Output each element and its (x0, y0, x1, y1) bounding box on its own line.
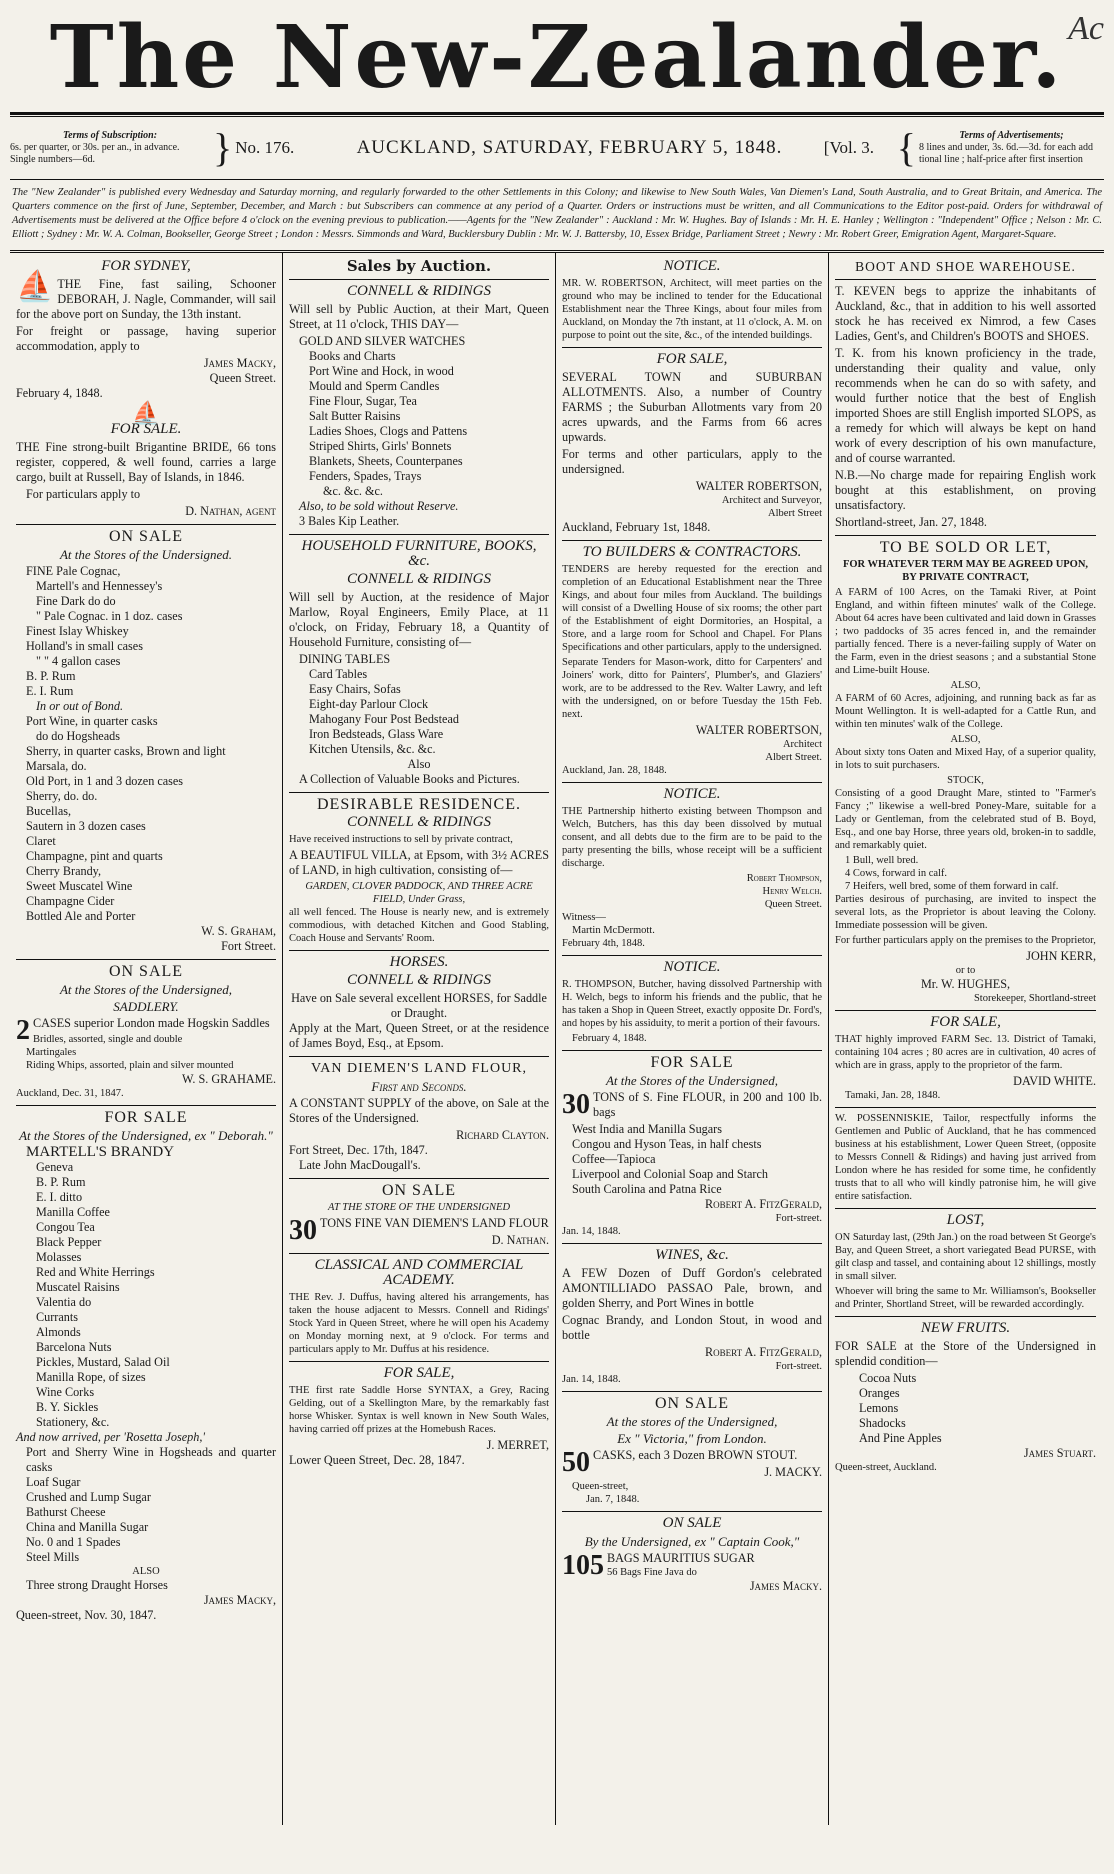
list-item: Muscatel Raisins (36, 1280, 120, 1294)
list-item: Stationery, &c. (36, 1415, 110, 1429)
handwritten-note: Ac (1068, 10, 1104, 47)
ad-heading: FOR SALE, (930, 1014, 1001, 1030)
column-3: NOTICE. MR. W. ROBERTSON, Architect, will meet parties on the ground who may be inclined to tender for the Educational Establishment near the Three Kings, about four miles from Auckland, on Monday the 7th instant, at 11 o'clock, A. M. on purpose to point out the site, &c., of the intended buildings. FOR SALE, SEVERAL TOWN and SUBURBAN ALLOTMENTS. Also, a number of Country FARMS ; the Suburban Allotments vary from 20 acres upwards, and the Farms from 66 acres upwards. For terms and other particulars, apply to the undersigned. WALTER ROBERTSON, Architect and Surveyor, Albert Street Auckland, February 1st, 1848. TO BUILDERS & CONTRACTORS. TENDERS are hereby requested for the erection and completion of an Educational Establishment near the Three Kings, and about four miles from Auckland. The buildings will consist of a Dwelling House of six rooms; the other part of the Establishment of eight Dormitories, an Hospital, a Store, and a large room for School and Chapel. For Plans Specifications and other particulars, apply to the undersigned. Separate Tenders for Mason-work, ditto for Carpenters' and Joiners' work, ditto for Painters', Plumber's, and Glaziers' work, are to be addressed to the Rev. Walter Lawry, and left with the undersigned, on or before Tuesday the 15th Feb. next. WALTER ROBERTSON, Architect Albert Street. Auckland, Jan. 28, 1848. NOTICE. THE Partnership hitherto existing between Thompson and Welch, Butchers, has this day been dissolved by mutual consent, and all debts due to the firm are to be paid to the party presenting the bills, whose receipt will be a sufficient discharge. Robert Thompson, Henry Welch. Queen Street. Witness— Martin McDermott. February 4th, 1848. NOTICE. R. THOMPSON, Butcher, having dissolved Partnership with H. Welch, begs to inform his friends and the public, that he has taken a Shop in Queen Street, exactly opposite Dr. Ford's, and hopes by his assiduity, to merit a portion of their favours. February 4, 1848. FOR SALE At the Stores of the Undersigned, 30 TONS of S. Fine FLOUR, in 200 and 100 lb. bags West India and Manilla Sugars Congou and Hyson Teas, in half chests Coffee—Tapioca Liverpool and Colonial Soap and Starch South Carolina and Patna Rice Robert A. FitzGerald, Fort-street. Jan. 14, 1848. WINES, &c. A FEW Dozen of Duff Gordon's celebrated AMONTILLIADO PASSAO Pale, brown, and golden Sherry, and Port Wines in bottle Cognac Brandy, and London Stout, in wood and bottle Robert A. FitzGerald, Fort-street. Jan. 14, 1848. ON SALE At the stores of the Undersigned, Ex " Victoria," from London. 50 CASKS, each 3 Dozen BROWN STOUT. J. MACKY. Queen-street, Jan. 7, 1848. ON SALE By the Undersigned, ex " Captain Cook," 105 BAGS MAURITIUS SUGAR 56 Bags Fine Java do James Macky. (556, 253, 829, 1825)
list-item: Salt Butter Raisins (309, 409, 401, 423)
advertisement-terms: Terms of Advertisements; 8 lines and under, 3s. 6d.—3d. for each add tional line ; half-price after first insertion (919, 130, 1093, 165)
list-item: In or out of Bond. (36, 699, 124, 713)
list-item: Claret (26, 834, 56, 848)
publication-notice: The "New Zealander" is published every Wednesday and Saturday morning, and regularly forwarded to the other Settlements in this Colony; and likewise to New South Wales, Van Diemen's Land, South Australia, and to Great Britain, and America. The Quarters commence on the first of June, September, December, and March : but Subscribers can commence at any period of a Quarter. Orders or instructions must be written, and all Communications to the Editor post-paid. Orders for withdrawal of Advertisements must be delivered at the Office before 4 o'clock on the evening previous to publication.——Agents for the "New Zealander" : Auckland : Mr. W. Hughes. Bay of Islands : Mr. H. E. Hanley ; Wellington : "Independent" Office ; Nelson : Mr. C. Elliott ; Sydney : Mr. W. A. Colman, Bookseller, George Street ; London : Messrs. Simmonds and Ward, Bucklersbury Dublin : Mr. W. J. Battersby, 10, Essex Bridge, Parliament Street ; Newry : Mr. Robert Greer, Emigration Agent, Margaret-Square. (12, 187, 1102, 240)
list-item: 1 Bull, well bred. (845, 855, 919, 866)
list-item: Black Pepper (36, 1235, 102, 1249)
column-1: FOR SYDNEY, ⛵ THE Fine, fast sailing, Schooner DEBORAH, J. Nagle, Commander, will sail for the above port on Sunday, the 13th instant. For freight or passage, having superior accommodation, apply to James Macky, Queen Street. February 4, 1848. ⛵ FOR SALE. THE Fine strong-built Brigantine BRIDE, 66 tons register, coppered, & well found, carries a large cargo, built at Russell, Bay of Islands, in 1846. For particulars apply to D. Nathan, agent ON SALE At the Stores of the Undersigned. FINE Pale Cognac, Martell's and Hennessey's Fine Dark do do " Pale Cognac. in 1 doz. cases Finest Islay Whiskey Holland's in small cases " " 4 gallon cases B. P. Rum E. I. Rum In or out of Bond. Port Wine, in quarter casks do do Hogsheads Sherry, in quarter casks, Brown and light Marsala, do. Old Port, in 1 and 3 dozen cases Sherry, do. do. Bucellas, Sautern in 3 dozen cases Claret Champagne, pint and quarts Cherry Brandy, Sweet Muscatel Wine Champagne Cider Bottled Ale and Porter W. S. Graham, Fort Street. ON SALE At the Stores of the Undersigned, SADDLERY. 2 CASES superior London made Hogskin Saddles Bridles, assorted, single and double Martingales Riding Whips, assorted, plain and silver mounted W. S. GRAHAME. Auckland, Dec. 31, 1847. FOR SALE At the Stores of the Undersigned, ex " Deborah." MARTELL'S BRANDY Geneva B. P. Rum E. I. ditto Manilla Coffee Congou Tea Black Pepper Molasses Red and White Herrings Muscatel Raisins Valentia do Currants Almonds Barcelona Nuts Pickles, Mustard, Salad Oil Manilla Rope, of sizes Wine Corks B. Y. Sickles Stationery, &c. And now arrived, per 'Rosetta Joseph,' Port and Sherry Wine in Hogsheads and quarter casks Loaf Sugar Crushed and Lump Sugar Bathurst Cheese China and Manilla Sugar No. 0 and 1 Spades Steel Mills ALSO Three strong Draught Horses James Macky, Queen-street, Nov. 30, 1847. (10, 253, 283, 1825)
ship-icon: ⛵ (16, 270, 54, 303)
list-item: Fine Dark do do (36, 594, 116, 608)
list-item: Fine Flour, Sugar, Tea (309, 394, 417, 408)
list-item: Steel Mills (26, 1550, 80, 1564)
ad-heading: NOTICE. (663, 959, 721, 975)
ad-heading: ON SALE (108, 963, 184, 980)
ad-heading: CLASSICAL AND COMMERCIAL ACADEMY. (314, 1257, 524, 1288)
list-item: B. Y. Sickles (36, 1400, 99, 1414)
column-2: Sales by Auction. CONNELL & RIDINGS Will sell by Public Auction, at their Mart, Queen Street, at 11 o'clock, THIS DAY— GOLD AND SILVER WATCHES Books and Charts Port Wine and Hock, in wood Mould and Sperm Candles Fine Flour, Sugar, Tea Salt Butter Raisins Ladies Shoes, Clogs and Pattens Striped Shirts, Girls' Bonnets Blankets, Sheets, Counterpanes Fenders, Spades, Trays &c. &c. &c. Also, to be sold without Reserve. 3 Bales Kip Leather. HOUSEHOLD FURNITURE, BOOKS, &c. CONNELL & RIDINGS Will sell by Auction, at the residence of Major Marlow, Royal Engineers, Emily Place, at 11 o'clock, on Friday, February 18, a Quantity of Household Furniture, consisting of— DINING TABLES Card Tables Easy Chairs, Sofas Eight-day Parlour Clock Mahogany Four Post Bedstead Iron Bedsteads, Glass Ware Kitchen Utensils, &c. &c. Also A Collection of Valuable Books and Pictures. DESIRABLE RESIDENCE. CONNELL & RIDINGS Have received instructions to sell by private contract, A BEAUTIFUL VILLA, at Epsom, with 3½ ACRES of LAND, in high cultivation, consisting of— GARDEN, CLOVER PADDOCK, AND THREE ACRE FIELD, Under Grass, all well fenced. The House is nearly new, and is extremely commodious, with detached Kitchen and Good Stabling, Coach House and Servants' Room. HORSES. CONNELL & RIDINGS Have on Sale several excellent HORSES, for Saddle or Draught. Apply at the Mart, Queen Street, or at the residence of James Boyd, Esq., at Epsom. VAN DIEMEN'S LAND FLOUR, First and Seconds. A CONSTANT SUPPLY of the above, on Sale at the Stores of the Undersigned. Richard Clayton. Fort Street, Dec. 17th, 1847. Late John MacDougall's. ON SALE AT THE STORE OF THE UNDERSIGNED 30 TONS FINE VAN DIEMEN'S LAND FLOUR D. Nathan. CLASSICAL AND COMMERCIAL ACADEMY. THE Rev. J. Duffus, having altered his arrangements, has taken the house adjacent to Messrs. Connell and Ridings' Stock Yard in Queen Street, where he will open his Academy on Monday morning next, at 9 o'clock. For terms and particulars apply to Mr. Duffus at his residence. FOR SALE, THE first rate Saddle Horse SYNTAX, a Grey, Racing Gelding, out of a Skellington Mare, by the remarkably fast horse Whisker. Syntax is well known in New South Wales, having carried off prizes at the Homebush Races. J. MERRET, Lower Queen Street, Dec. 28, 1847. (283, 253, 556, 1825)
top-rule (10, 112, 1104, 115)
list-item: FINE Pale Cognac, (26, 564, 121, 578)
list-item: Striped Shirts, Girls' Bonnets (309, 439, 452, 453)
list-item: Finest Islay Whiskey (26, 624, 129, 638)
list-item: " Pale Cognac. in 1 doz. cases (36, 609, 183, 623)
list-item: Valentia do (36, 1295, 92, 1309)
ad-heading: NOTICE. (663, 258, 721, 274)
column-4: BOOT AND SHOE WAREHOUSE. T. KEVEN begs to apprize the inhabitants of Auckland, &c., that in addition to his well assorted stock he has received ex Nimrod, a few Cases Ladies, Gent's, and Children's BOOTS and SHOES. T. K. from his known proficiency in the trade, understanding their quality and value, only recommends when he can do so with safety, and would further notice that the best of English imported Shoes are still English imported SLOPS, as a remedy for which will always be kept on hand work of every description of his own manufacture, and of course warranted. N.B.—No charge made for repairing English work bought at this establishment, on proving unsatisfactory. Shortland-street, Jan. 27, 1848. TO BE SOLD OR LET, FOR WHATEVER TERM MAY BE AGREED UPON, BY PRIVATE CONTRACT, A FARM of 100 Acres, on the Tamaki River, at Point England, and within fifteen minutes' walk of the College. About 64 acres have been cultivated and laid down in Grasses ; two paddocks of 35 acres fenced in, and the remainder partially fenced. There is a never-failing supply of Water on the Farm, even in the driest seasons ; and a substantial Stone and Lime-built House. ALSO, A FARM of 60 Acres, adjoining, and running back as far as Mount Wellington. It is well-adapted for a Cattle Run, and within ten minutes' walk of the College. ALSO, About sixty tons Oaten and Mixed Hay, of a superior quality, in lots to suit purchasers. STOCK, Consisting of a good Draught Mare, stinted to "Farmer's Fancy ;" likewise a well-bred Poney-Mare, suitable for a Lady or Gentleman, from the celebrated stud of B. Boyd, Esq., and one bay Horse, three years old, broken-in to saddle, and remarkably quiet. 1 Bull, well bred. 4 Cows, forward in calf. 7 Heifers, well bred, some of them forward in calf. Parties desirous of purchasing, are invited to inspect the several lots, as the Proprietor is about leaving the Colony. Immediate possession will be given. For further particulars apply on the premises to the Proprietor, JOHN KERR, or to Mr. W. HUGHES, Storekeeper, Shortland-street FOR SALE, THAT highly improved FARM Sec. 13. District of Tamaki, containing 104 acres ; 80 acres are in cultivation, 40 acres of which are in grass, apply to the proprietor of the farm. DAVID WHITE. Tamaki, Jan. 28, 1848. W. POSSENNISKIE, Tailor, respectfully informs the Gentlemen and Public of Auckland, that he has commenced business at his establishment, Lower Queen Street, (opposite to Messrs Connell & Ridings) and having just arrived from London where he has resided for some time, he confidently trusts that to all who will kindly patronise him, he will give entire satisfaction. LOST, ON Saturday last, (29th Jan.) on the road between St George's Bay, and Queen Street, a short variegated Bead PURSE, with gilt clasp and tassel, and containing about 12 shillings, mostly in small silver. Whoever will bring the same to Mr. Williamson's, Bookseller and Printer, Shortland Street, will be rewarded accordingly. NEW FRUITS. FOR SALE at the Store of the Undersigned in splendid condition— Cocoa Nuts Oranges Lemons Shadocks And Pine Apples James Stuart. Queen-street, Auckland. (835, 259, 1096, 1473)
list-item: Bridles, assorted, single and double (33, 1034, 183, 1045)
ad-heading: FOR SALE, (656, 351, 728, 367)
ad-heading: BOOT AND SHOE WAREHOUSE. (855, 259, 1076, 274)
list-item: 7 Heifers, well bred, some of them forward in calf. (845, 881, 1059, 892)
list-item: Barcelona Nuts (36, 1340, 112, 1354)
list-item: Marsala, do. (26, 759, 87, 773)
list-item: B. P. Rum (26, 669, 76, 683)
list-item: 4 Cows, forward in calf. (845, 868, 948, 879)
list-item: Card Tables (309, 667, 368, 681)
list-item: Ladies Shoes, Clogs and Pattens (309, 424, 468, 438)
subscription-terms: Terms of Subscription: 6s. per quarter, or 30s. per an., in advance. Single numbers—6d. (10, 130, 180, 165)
list-item: Books and Charts (309, 349, 396, 363)
list-item: Bathurst Cheese (26, 1505, 106, 1519)
list-item: Sherry, do. do. (26, 789, 98, 803)
list-item: Manilla Rope, of sizes (36, 1370, 146, 1384)
ship-icon: ⛵ (132, 400, 160, 425)
ad-heading: NEW FRUITS. (920, 1320, 1011, 1336)
list-item: Eight-day Parlour Clock (309, 697, 429, 711)
ad-heading: FOR SALE. (110, 421, 182, 437)
list-item: DINING TABLES (299, 652, 391, 666)
issue-number: No. 176. (235, 138, 295, 157)
list-item: Oranges (859, 1386, 900, 1400)
ad-heading: ON SALE (381, 1182, 457, 1199)
list-item: Manilla Coffee (36, 1205, 110, 1219)
list-item: Port Wine and Hock, in wood (309, 364, 454, 378)
list-item: Mould and Sperm Candles (309, 379, 440, 393)
list-item: Mahogany Four Post Bedstead (309, 712, 459, 726)
list-item: West India and Manilla Sugars (572, 1122, 722, 1136)
ad-heading: ON SALE (108, 528, 184, 545)
list-item: Molasses (36, 1250, 82, 1264)
list-item: Currants (36, 1310, 78, 1324)
list-item: Martell's and Hennessey's (36, 579, 163, 593)
ad-heading: ON SALE (662, 1515, 722, 1531)
list-item: do do Hogsheads (36, 729, 120, 743)
ad-heading: LOST, (946, 1212, 985, 1228)
list-item: Wine Corks (36, 1385, 95, 1399)
list-item: E. I. ditto (36, 1190, 83, 1204)
list-item: Martingales (26, 1047, 77, 1058)
list-item: Cherry Brandy, (26, 864, 102, 878)
list-item: Bucellas, (26, 804, 72, 818)
list-item: No. 0 and 1 Spades (26, 1535, 121, 1549)
list-item: Iron Bedsteads, Glass Ware (309, 727, 444, 741)
ad-heading: TO BUILDERS & CONTRACTORS. (582, 544, 802, 560)
list-item: Old Port, in 1 and 3 dozen cases (26, 774, 184, 788)
list-item: Holland's in small cases (26, 639, 143, 653)
list-item: Bottled Ale and Porter (26, 909, 136, 923)
issue-info-bar: Terms of Subscription: 6s. per quarter, or 30s. per an., in advance. Single numbers—6d. } No. 176. AUCKLAND, SATURDAY, FEBRUARY 5, 1848. [Vol. 3. { Terms of Advertisements; 8 lines and under, 3s. 6d.—3d. for each add tional line ; half-price after first insertion (10, 117, 1104, 179)
ad-heading: NOTICE. (663, 786, 721, 802)
list-item: Geneva (36, 1160, 74, 1174)
newspaper-title: The New-Zealander. (49, 7, 1065, 108)
section-heading: Sales by Auction. (346, 257, 492, 275)
ad-heading: VAN DIEMEN'S LAND FLOUR, (310, 1061, 528, 1076)
list-item: Sherry, in quarter casks, Brown and light (26, 744, 226, 758)
list-item: Loaf Sugar (26, 1475, 81, 1489)
list-item: Champagne, pint and quarts (26, 849, 163, 863)
list-item: Almonds (36, 1325, 81, 1339)
list-item: Congou Tea (36, 1220, 95, 1234)
ad-heading: CONNELL & RIDINGS (347, 283, 491, 299)
list-item: Pickles, Mustard, Salad Oil (36, 1355, 170, 1369)
list-item: Champagne Cider (26, 894, 115, 908)
ad-heading: FOR SALE (650, 1054, 734, 1071)
ad-heading: FOR SALE, (383, 1365, 455, 1381)
list-item: " " 4 gallon cases (36, 654, 121, 668)
ad-heading: HOUSEHOLD FURNITURE, BOOKS, &c. (301, 538, 537, 569)
list-item: Sweet Muscatel Wine (26, 879, 133, 893)
list-item: Congou and Hyson Teas, in half chests (572, 1137, 762, 1151)
list-item: MARTELL'S BRANDY (26, 1144, 175, 1160)
list-item: Port and Sherry Wine in Hogsheads and quarter casks (26, 1445, 276, 1474)
newspaper-page (10, 4, 1104, 1866)
list-item: Riding Whips, assorted, plain and silver mounted (26, 1060, 234, 1071)
list-item: And Pine Apples (859, 1431, 942, 1445)
list-item: B. P. Rum (36, 1175, 86, 1189)
list-item: Port Wine, in quarter casks (26, 714, 158, 728)
ad-heading: HORSES. (389, 954, 449, 970)
list-item: South Carolina and Patna Rice (572, 1182, 722, 1196)
list-item: Kitchen Utensils, &c. &c. (309, 742, 436, 756)
ad-heading: FOR SYDNEY, (101, 258, 191, 274)
list-item: China and Manilla Sugar (26, 1520, 149, 1534)
list-item: Sautern in 3 dozen cases (26, 819, 146, 833)
list-item: Liverpool and Colonial Soap and Starch (572, 1167, 768, 1181)
list-item: Fenders, Spades, Trays (309, 469, 422, 483)
ad-heading: ON SALE (654, 1395, 730, 1412)
list-item: Crushed and Lump Sugar (26, 1490, 151, 1504)
ad-heading: DESIRABLE RESIDENCE. (317, 796, 521, 813)
masthead (10, 4, 1104, 112)
columns (10, 250, 1104, 1825)
ad-heading: WINES, &c. (655, 1247, 729, 1263)
list-item: Red and White Herrings (36, 1265, 155, 1279)
list-item: GOLD AND SILVER WATCHES (299, 334, 466, 348)
list-item: Blankets, Sheets, Counterpanes (309, 454, 463, 468)
item-list (16, 564, 276, 924)
ad-heading: FOR SALE (104, 1109, 188, 1126)
ad-heading: TO BE SOLD OR LET, (879, 539, 1052, 556)
list-item: Lemons (859, 1401, 899, 1415)
list-item: Cocoa Nuts (859, 1371, 917, 1385)
list-item: Shadocks (859, 1416, 906, 1430)
list-item: &c. &c. &c. (323, 484, 383, 498)
volume: [Vol. 3. (823, 138, 875, 157)
list-item: Coffee—Tapioca (572, 1152, 656, 1166)
dateline: AUCKLAND, SATURDAY, FEBRUARY 5, 1848. (356, 137, 783, 158)
list-item: E. I. Rum (26, 684, 74, 698)
list-item: Easy Chairs, Sofas (309, 682, 401, 696)
